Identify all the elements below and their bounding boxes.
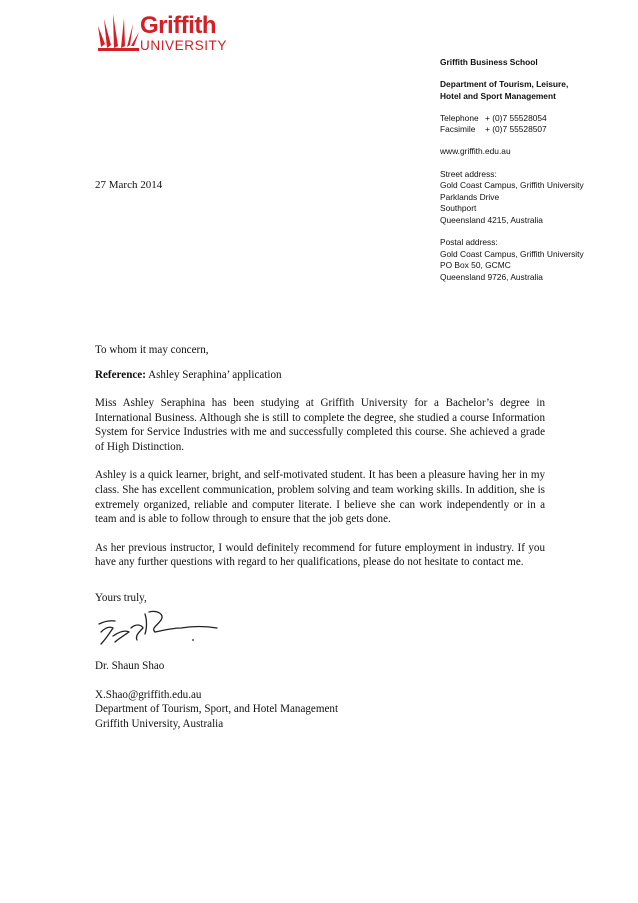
reference-line xyxy=(95,368,545,383)
wordmark-sub: UNIVERSITY xyxy=(140,38,228,53)
department-line-1: Department of Tourism, Leisure, xyxy=(440,79,569,90)
contact-block xyxy=(440,57,635,283)
street-address-line: Queensland 4215, Australia xyxy=(440,214,543,225)
postal-address-line: PO Box 50, GCMC xyxy=(440,260,511,271)
facsimile-row xyxy=(440,124,635,136)
website-link[interactable]: www.griffith.edu.au xyxy=(440,146,511,157)
paragraph: Ashley is a quick learner, bright, and self-motivated student. It has been a pleasure having her in my class. She has excellent communication, problem solving and team working skills. In addition, she is extremely organized, reliable and computer literate. I believe she can work independently or in a team and is able to follow through to ensure that the job gets done. xyxy=(95,469,545,526)
telephone-label: Telephone xyxy=(440,112,479,123)
department-line-2: Hotel and Sport Management xyxy=(440,90,556,101)
telephone-row xyxy=(440,113,635,125)
postal-address-line: Gold Coast Campus, Griffith University xyxy=(440,248,584,259)
reference-text: Ashley Seraphina’ application xyxy=(145,368,282,381)
signer-block xyxy=(95,659,545,732)
signer-organization: Griffith University, Australia xyxy=(95,718,224,731)
postal-address-label: Postal address: xyxy=(440,237,498,248)
postal-address-line: Queensland 9726, Australia xyxy=(440,271,543,282)
signer-email[interactable]: X.Shao@griffith.edu.au xyxy=(95,688,202,701)
street-address-line: Parklands Drive xyxy=(440,191,500,202)
street-address-line: Southport xyxy=(440,203,477,214)
signature-image xyxy=(93,606,223,650)
letter-date: 27 March 2014 xyxy=(95,179,163,191)
street-address-label: Street address: xyxy=(440,168,497,179)
street-address-line: Gold Coast Campus, Griffith University xyxy=(440,180,584,191)
paragraph: Miss Ashley Seraphina has been studying at Griffith University for a Bachelor’s degree in International Business. Although she is still to complete the degree, she studied a course Information System for Service Industries with me and successfully completed this course. She achieved a grade of High Distinction. xyxy=(95,396,545,454)
closing: Yours truly, xyxy=(95,591,147,604)
facsimile-label: Facsimile xyxy=(440,124,476,135)
school-name: Griffith Business School xyxy=(440,57,538,67)
wordmark-name: Griffith xyxy=(140,12,216,39)
telephone-number: + (0)7 55528054 xyxy=(485,112,547,123)
reference-label: Reference: xyxy=(95,368,146,381)
salutation: To whom it may concern, xyxy=(95,344,209,356)
university-wordmark xyxy=(140,14,227,53)
signer-name: Dr. Shaun Shao xyxy=(95,660,165,672)
paragraph: As her previous instructor, I would definitely recommend for future employment in industry. If you have any further questions with regard to her qualifications, please do not hesitate to contact me. xyxy=(95,541,545,569)
facsimile-number: + (0)7 55528507 xyxy=(485,124,547,135)
signer-department: Department of Tourism, Sport, and Hotel Management xyxy=(95,703,339,716)
letter-body xyxy=(95,343,545,606)
